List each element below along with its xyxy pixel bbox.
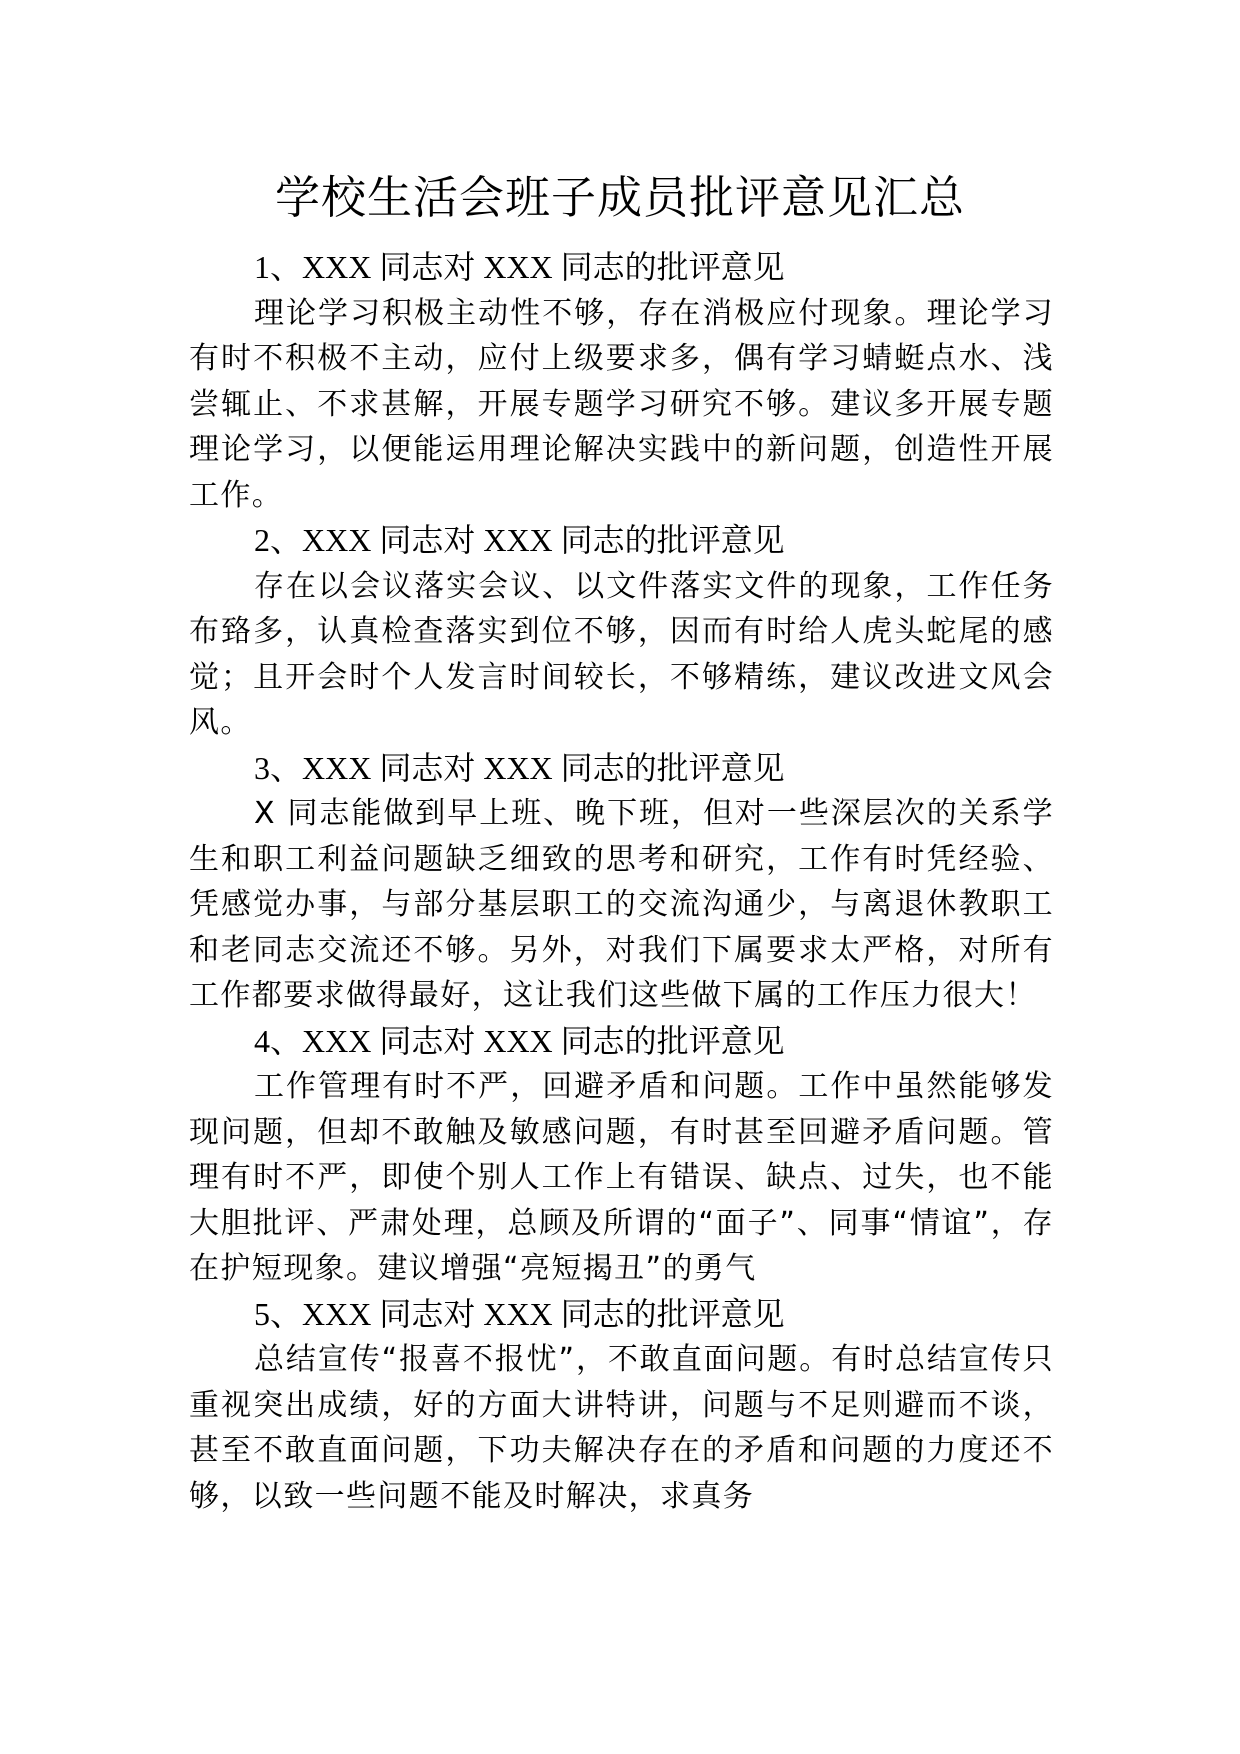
document-title: 学校生活会班子成员批评意见汇总 [274, 171, 965, 224]
section-paragraph: 存在以会议落实会议、以文件落实文件的现象，工作任务布臵多，认真检查落实到位不够，因而有时给人虎头蛇尾的感觉；且开会时个人发言时间较长，不够精练，建议改进文风会风。 [189, 568, 1054, 740]
section-paragraph: X 同志能做到早上班、晚下班，但对一些深层次的关系学生和职工利益问题缺乏细致的思考和研究，工作有时凭经验、凭感觉办事，与部分基层职工的交流沟通少，与离退休教职工和老同志交流还不够。另外，对我们下属要求太严格，对所有工作都要求做得最好，这让我们这些做下属的工作压力很大！ [189, 796, 1054, 1013]
section-heading: 4、XXX 同志对 XXX 同志的批评意见 [254, 1022, 785, 1059]
section-heading: 2、XXX 同志对 XXX 同志的批评意见 [254, 522, 785, 558]
section-paragraph: 总结宣传“报喜不报忧”，不敢直面问题。有时总结宣传只重视突出成绩，好的方面大讲特讲，问题与不足则避而不谈，甚至不敢直面问题，下功夫解决存在的矛盾和问题的力度还不够，以致一些问题不能及时解决，求真务 [189, 1342, 1054, 1514]
critique-section-1 [189, 245, 1054, 518]
critique-section-5 [189, 1292, 1054, 1520]
section-heading: 1、XXX 同志对 XXX 同志的批评意见 [254, 249, 785, 285]
critique-section-3 [189, 746, 1054, 1019]
section-heading: 5、XXX 同志对 XXX 同志的批评意见 [254, 1295, 785, 1332]
section-paragraph: 理论学习积极主动性不够，存在消极应付现象。理论学习有时不积极不主动，应付上级要求多，偶有学习蜻蜓点水、浅尝辄止、不求甚解，开展专题学习研究不够。建议多开展专题理论学习，以便能运用理论解决实践中的新问题，创造性开展工作。 [189, 295, 1054, 513]
critique-section-2 [189, 518, 1054, 746]
section-heading: 3、XXX 同志对 XXX 同志的批评意见 [254, 749, 785, 786]
critique-section-4 [189, 1019, 1054, 1292]
section-paragraph: 工作管理有时不严，回避矛盾和问题。工作中虽然能够发现问题，但却不敢触及敏感问题，有时甚至回避矛盾问题。管理有时不严，即使个别人工作上有错误、缺点、过失，也不能大胆批评、严肃处理，总顾及所谓的“面子”、同事“情谊”，存在护短现象。建议增强“亮短揭丑”的勇气 [189, 1069, 1054, 1286]
document-body [189, 245, 1054, 1519]
